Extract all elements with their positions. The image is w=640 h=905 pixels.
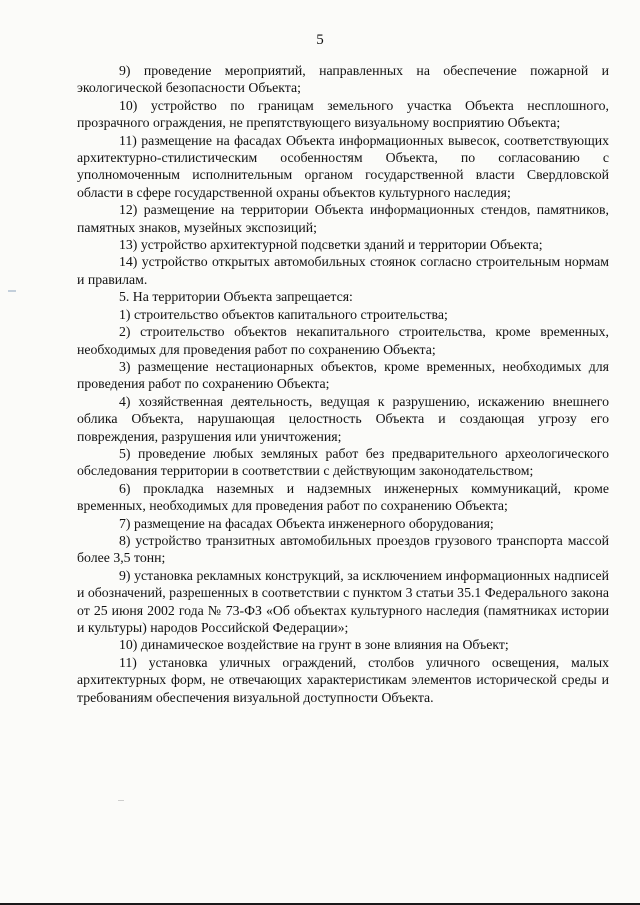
paragraph: 12) размещение на территории Объекта информационных стендов, памятников, памятных знаков, музейных экспозиций; <box>77 202 609 235</box>
page-number: 5 <box>316 32 324 48</box>
paragraph: 10) устройство по границам земельного участка Объекта несплошного, прозрачного ограждения, не препятствующего визуальному восприятию Объекта; <box>77 97 609 131</box>
paragraph: 11) размещение на фасадах Объекта информационных вывесок, соответствующих архитектурно-стилистическим особенностям Объекта, по согласованию с уполномоченным исполнительным органом государственной власти Свердловской области в сфере государственной охраны объектов культурного наследия; <box>77 132 609 200</box>
section-heading: 5. На территории Объекта запрещается: <box>119 289 353 305</box>
paragraph: 1) строительство объектов капитального строительства; <box>119 306 448 322</box>
paragraph: 14) устройство открытых автомобильных стоянок согласно строительным нормам и правилам. <box>77 254 609 287</box>
paragraph: 8) устройство транзитных автомобильных проездов грузового транспорта массой более 3,5 тонн; <box>77 532 609 566</box>
paragraph: 4) хозяйственная деятельность, ведущая к разрушению, искажению внешнего облика Объекта, нарушающая целостность Объекта и создающая угрозу его повреждения, разрушения или уничтожения; <box>77 393 609 444</box>
paragraph: 7) размещение на фасадах Объекта инженерного оборудования; <box>119 515 494 531</box>
paragraph: 3) размещение нестационарных объектов, кроме временных, необходимых для проведения работ по сохранению Объекта; <box>77 358 609 392</box>
paragraph: 9) установка рекламных конструкций, за исключением информационных надписей и обозначений, разрешенных в соответствии с пунктом 3 статьи 35.1 Федерального закона от 25 июня 2002 года № 73-ФЗ «Об объектах культурного наследия (памятниках истории и культуры) народов Российской Федерации»; <box>77 567 610 635</box>
paragraph: 6) прокладка наземных и надземных инженерных коммуникаций, кроме временных, необходимых для проведения работ по сохранению Объекта; <box>77 480 609 514</box>
paragraph: 5) проведение любых земляных работ без предварительного археологического обследования территории в соответствии с действующим законодательством; <box>77 445 609 479</box>
paragraph: 10) динамическое воздействие на грунт в зоне влияния на Объект; <box>119 637 509 653</box>
paragraph: 11) установка уличных ограждений, столбов уличного освещения, малых архитектурных форм, не отвечающих характеристикам элементов исторической среды и требованиям обеспечения визуальной доступности Объекта. <box>77 654 609 705</box>
document-body <box>77 62 609 706</box>
paragraph: 2) строительство объектов некапитального строительства, кроме временных, необходимых для проведения работ по сохранению Объекта; <box>77 324 609 357</box>
paragraph: 13) устройство архитектурной подсветки зданий и территории Объекта; <box>119 237 543 253</box>
scan-artifact <box>118 800 124 801</box>
scan-artifact <box>8 290 16 292</box>
paragraph: 9) проведение мероприятий, направленных на обеспечение пожарной и экологической безопасности Объекта; <box>77 63 609 96</box>
